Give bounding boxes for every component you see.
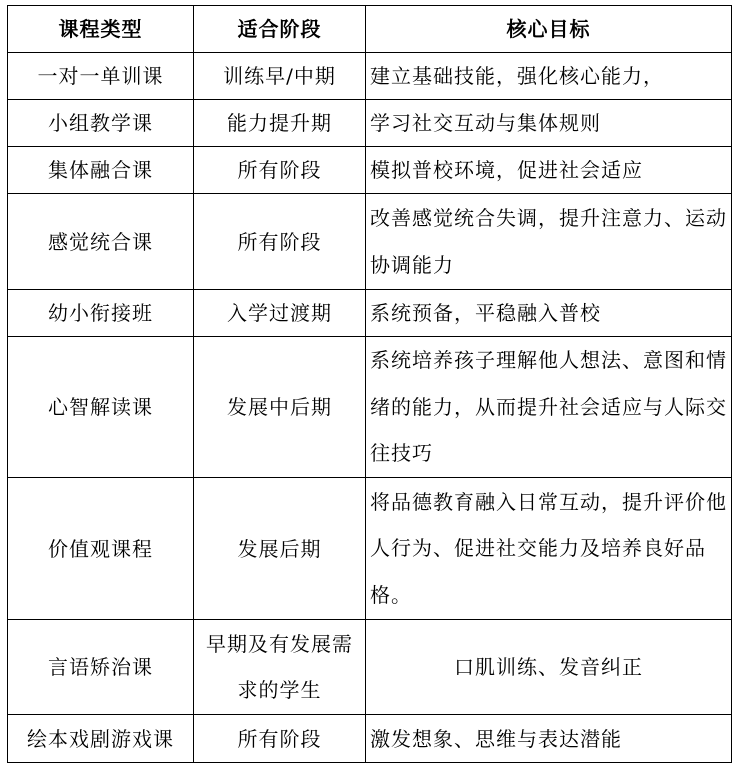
- goal-cell: 模拟普校环境，促进社会适应: [366, 147, 732, 194]
- header-course-type: 课程类型: [8, 6, 194, 53]
- table-row: [8, 194, 732, 290]
- goal-cell: 系统预备，平稳融入普校: [366, 290, 732, 337]
- course-type-cell: 幼小衔接班: [8, 290, 194, 337]
- table-row: [8, 715, 732, 763]
- course-type-cell: 绘本戏剧游戏课: [8, 715, 194, 763]
- stage-cell: 入学过渡期: [194, 290, 366, 337]
- stage-cell: 所有阶段: [194, 715, 366, 763]
- goal-cell: 系统培养孩子理解他人想法、意图和情绪的能力，从而提升社会适应与人际交往技巧: [366, 337, 732, 478]
- stage-cell: 能力提升期: [194, 100, 366, 147]
- goal-cell: 建立基础技能，强化核心能力，: [366, 53, 732, 100]
- table-row: [8, 478, 732, 620]
- course-type-cell: 心智解读课: [8, 337, 194, 478]
- table-row: [8, 337, 732, 478]
- course-type-cell: 言语矫治课: [8, 620, 194, 715]
- table-row: [8, 53, 732, 100]
- stage-cell: 发展中后期: [194, 337, 366, 478]
- header-goal: 核心目标: [366, 6, 732, 53]
- goal-cell: 将品德教育融入日常互动，提升评价他人行为、促进社交能力及培养良好品格。: [366, 478, 732, 620]
- table-row: [8, 100, 732, 147]
- course-type-cell: 价值观课程: [8, 478, 194, 620]
- stage-cell: 所有阶段: [194, 147, 366, 194]
- course-type-cell: 感觉统合课: [8, 194, 194, 290]
- stage-cell: 早期及有发展需求的学生: [194, 620, 366, 715]
- stage-cell: 所有阶段: [194, 194, 366, 290]
- stage-cell: 发展后期: [194, 478, 366, 620]
- stage-cell: 训练早/中期: [194, 53, 366, 100]
- header-row: [8, 6, 732, 53]
- table-row: [8, 620, 732, 715]
- goal-cell: 激发想象、思维与表达潜能: [366, 715, 732, 763]
- course-type-cell: 集体融合课: [8, 147, 194, 194]
- goal-cell: 改善感觉统合失调，提升注意力、运动协调能力: [366, 194, 732, 290]
- goal-cell: 口肌训练、发音纠正: [366, 620, 732, 715]
- header-stage: 适合阶段: [194, 6, 366, 53]
- course-type-cell: 一对一单训课: [8, 53, 194, 100]
- goal-cell: 学习社交互动与集体规则: [366, 100, 732, 147]
- table-row: [8, 147, 732, 194]
- table-row: [8, 290, 732, 337]
- course-type-cell: 小组教学课: [8, 100, 194, 147]
- course-table: [7, 5, 732, 763]
